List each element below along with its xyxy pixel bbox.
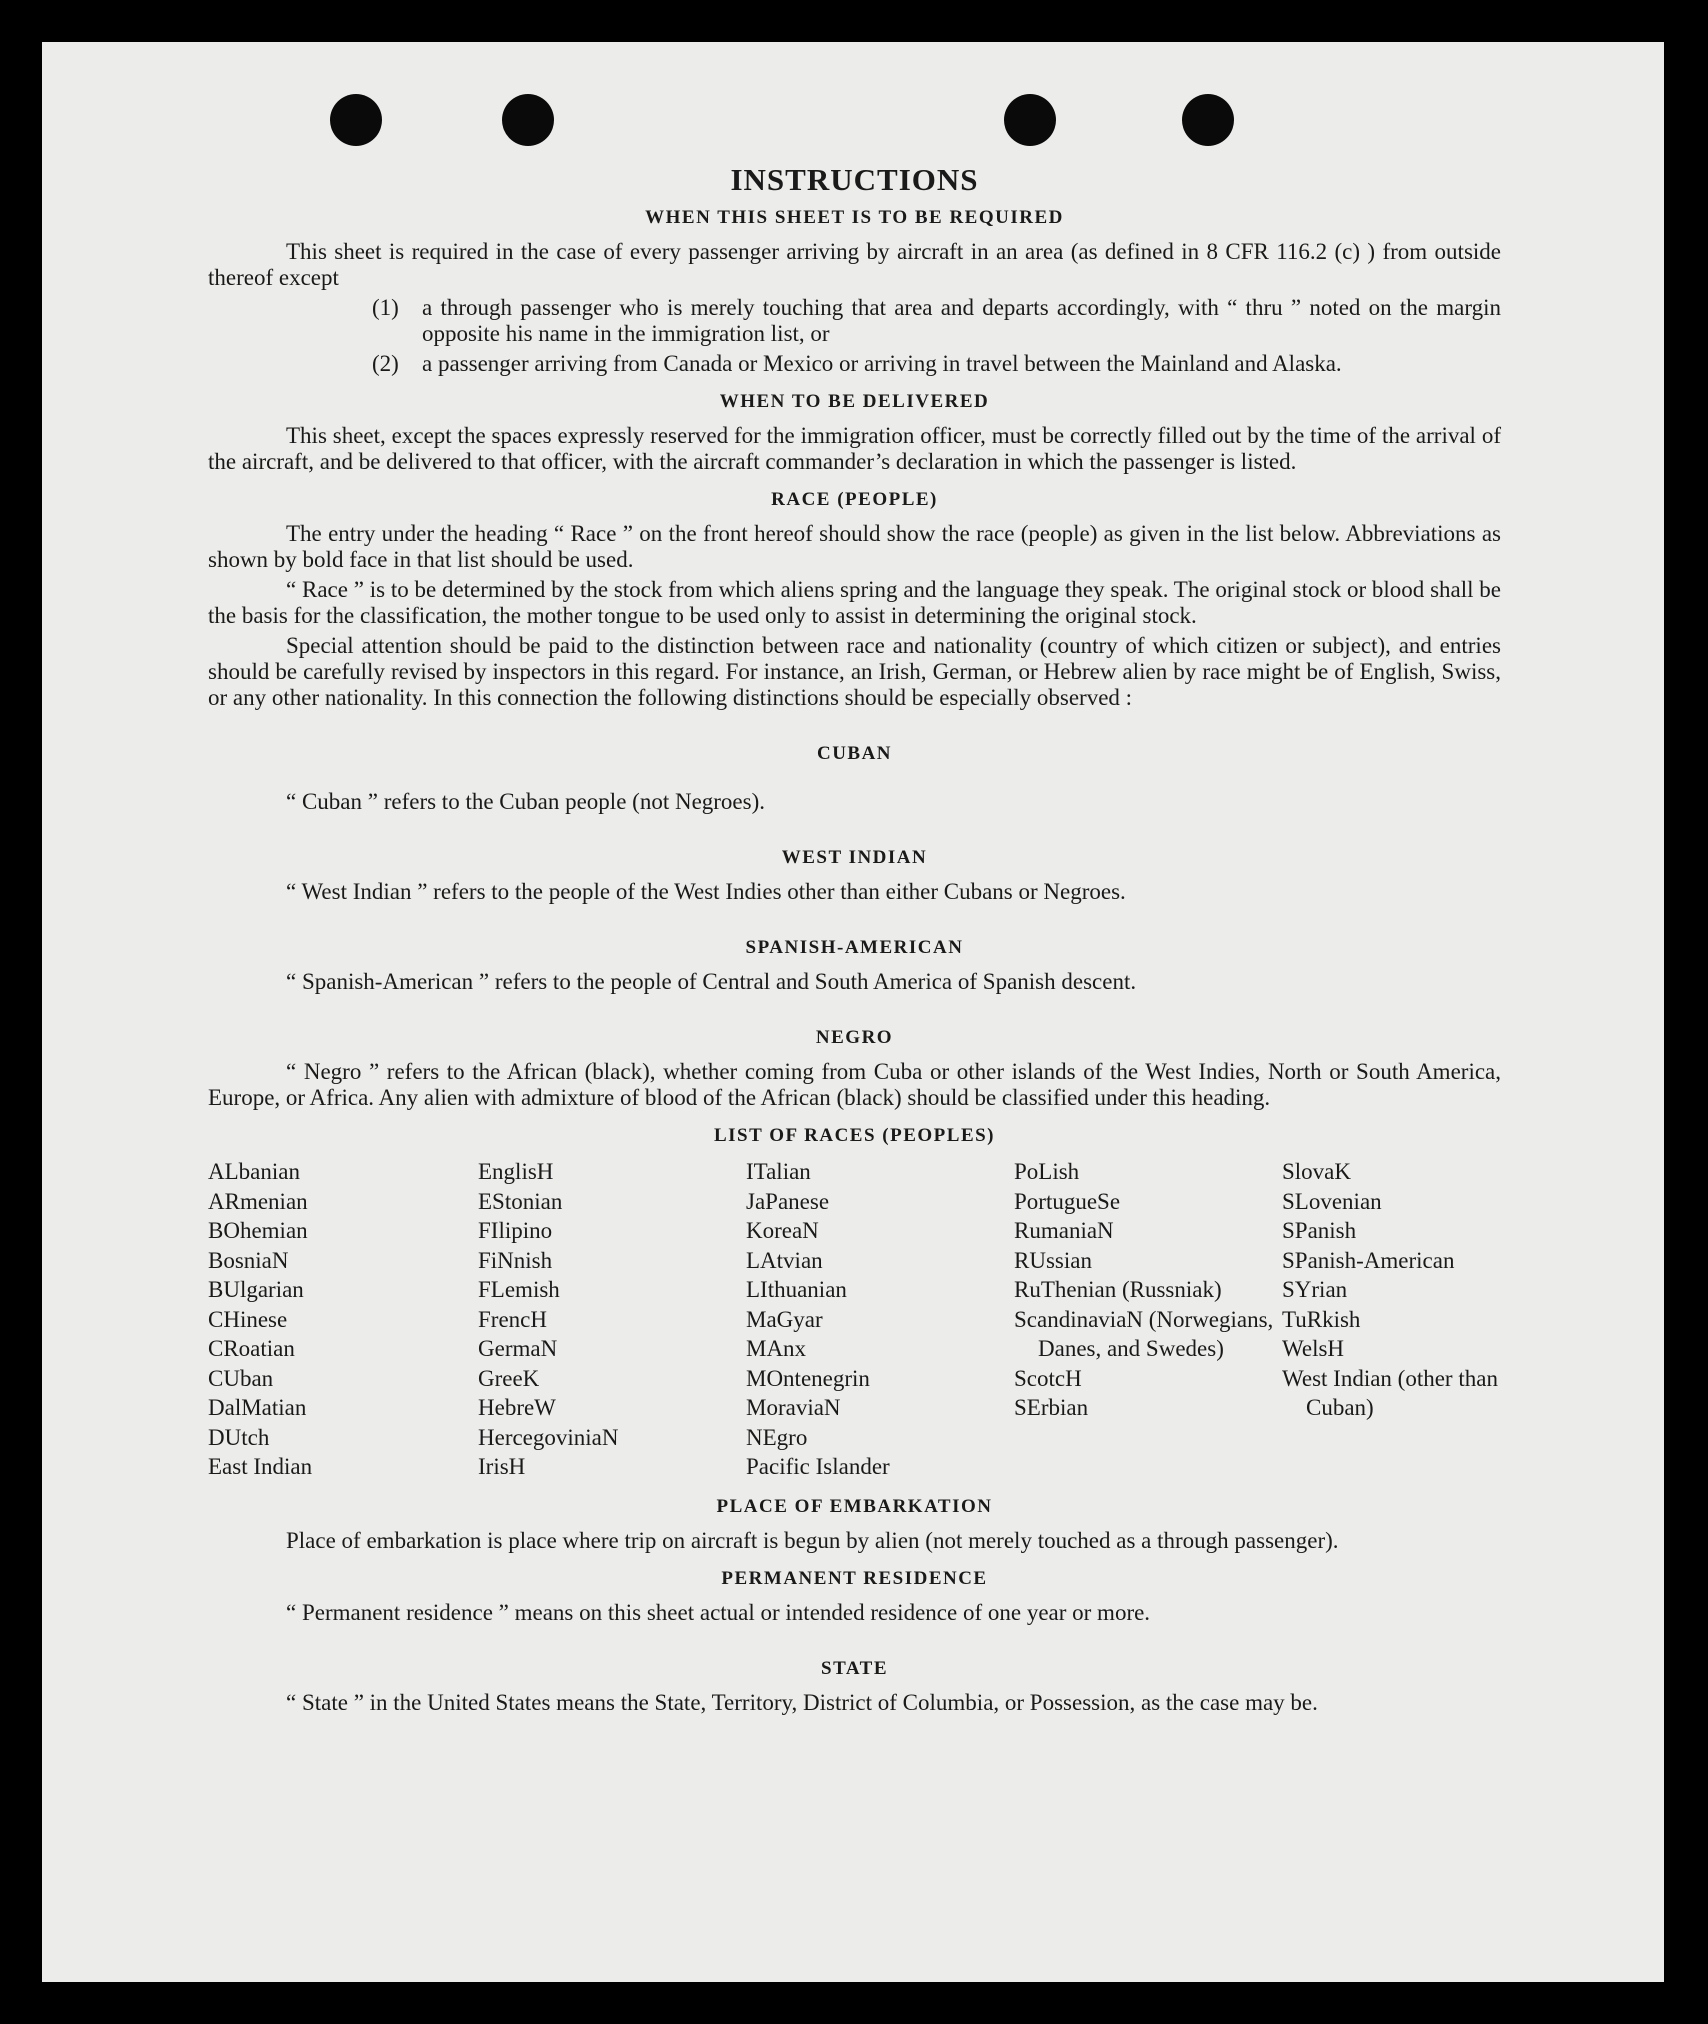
race-item: GermaN — [478, 1336, 558, 1361]
heading-west-indian: WEST INDIAN — [781, 847, 928, 868]
race-paragraph-2: “ Race ” is to be determined by the stock from which aliens spring and the language they speak. The original stock or blood shall be the basis for the classification, the mother tongue to be used only to assist in determining the original stock. — [208, 577, 1501, 628]
cuban-text: “ Cuban ” refers to the Cuban people (not Negroes). — [286, 789, 766, 814]
document-sheet — [42, 42, 1664, 1982]
race-item: SPanish-American — [1282, 1247, 1455, 1273]
race-item: ITalian — [746, 1159, 811, 1184]
race-item: PortugueSe — [1014, 1188, 1121, 1214]
delivered-text: This sheet, except the spaces expressly reserved for the immigration officer, must be correctly filled out by the time of the arrival of the aircraft, and be delivered to that officer, with the aircraft commander’s declaration in which the passenger is listed. — [208, 423, 1501, 474]
negro-text: “ Negro ” refers to the African (black), whether coming from Cuba or other islands of the West Indies, North or South America, Europe, or Africa. Any alien with admixture of blood of the African (black) should be classified under this heading. — [208, 1059, 1501, 1110]
races-column-1 — [208, 1157, 478, 1482]
race-item: NEgro — [746, 1424, 808, 1450]
race-item: MaGyar — [746, 1306, 823, 1332]
race-item: MAnx — [746, 1336, 807, 1361]
heading-required: WHEN THIS SHEET IS TO BE REQUIRED — [645, 207, 1064, 228]
race-item: LAtvian — [746, 1247, 823, 1273]
race-item: BOhemian — [208, 1218, 308, 1243]
required-item-1: (1) a through passenger who is merely touching that area and departs accordingly, with “ thru ” noted on the margin opposite his name in the immigration list, or — [372, 295, 1501, 346]
race-item: IrisH — [478, 1454, 526, 1479]
race-item: MOntenegrin — [746, 1365, 870, 1391]
race-item: FrencH — [478, 1306, 547, 1332]
race-item: PoLish — [1014, 1159, 1080, 1184]
race-item: JaPanese — [746, 1188, 830, 1214]
races-column-4 — [1014, 1157, 1282, 1482]
race-item: SPanish — [1282, 1218, 1357, 1243]
race-item: RuThenian (Russniak) — [1014, 1277, 1222, 1302]
race-item: CRoatian — [208, 1336, 295, 1361]
race-item: SYrian — [1282, 1277, 1348, 1302]
required-item-2: (2) a passenger arriving from Canada or Mexico or arriving in travel between the Mainland and Alaska. — [372, 351, 1342, 376]
race-item: Pacific Islander — [746, 1454, 890, 1479]
heading-embarkation: PLACE OF EMBARKATION — [716, 1495, 993, 1517]
race-item: WelsH — [1282, 1336, 1345, 1361]
race-item: ARmenian — [208, 1188, 308, 1214]
page-title: INSTRUCTIONS — [730, 162, 979, 197]
race-item: BUlgarian — [208, 1277, 304, 1302]
punch-hole-3 — [1004, 94, 1056, 146]
race-item: CHinese — [208, 1306, 288, 1332]
races-column-5 — [1282, 1157, 1502, 1482]
race-item: ScandinaviaN (Norwegians, Danes, and Swedes) — [1014, 1306, 1274, 1361]
west-indian-text: “ West Indian ” refers to the people of the West Indies other than either Cubans or Negroes. — [286, 879, 1126, 904]
race-item: ScotcH — [1014, 1365, 1082, 1391]
race-item: FiNnish — [478, 1247, 553, 1273]
races-list — [208, 1157, 1501, 1482]
punch-hole-2 — [502, 94, 554, 146]
race-item: BosniaN — [208, 1247, 289, 1273]
race-item: SErbian — [1014, 1395, 1089, 1420]
spanish-american-text: “ Spanish-American ” refers to the people of Central and South America of Spanish descent. — [286, 969, 1137, 994]
race-item: EnglisH — [478, 1159, 554, 1184]
race-item: SLovenian — [1282, 1188, 1382, 1214]
race-item: East Indian — [208, 1454, 313, 1479]
race-item: FIlipino — [478, 1218, 553, 1243]
heading-delivered: WHEN TO BE DELIVERED — [719, 391, 990, 412]
punch-hole-1 — [330, 94, 382, 146]
heading-race: RACE (PEOPLE) — [771, 489, 938, 510]
instructions-content — [208, 162, 1501, 1720]
heading-residence: PERMANENT RESIDENCE — [721, 1567, 988, 1589]
heading-list-of-races: LIST OF RACES (PEOPLES) — [713, 1125, 996, 1146]
race-item: RUssian — [1014, 1247, 1092, 1273]
required-intro: This sheet is required in the case of every passenger arriving by aircraft in an area (as defined in 8 CFR 116.2 (c) ) from outside thereof except — [208, 239, 1501, 290]
race-item: MoraviaN — [746, 1395, 841, 1420]
race-item: EStonian — [478, 1188, 563, 1214]
races-column-2 — [478, 1157, 746, 1482]
heading-state: STATE — [821, 1657, 888, 1679]
race-item: West Indian (other than Cuban) — [1282, 1365, 1498, 1420]
race-item: KoreaN — [746, 1218, 819, 1243]
punch-hole-4 — [1182, 94, 1234, 146]
race-item: GreeK — [478, 1365, 540, 1391]
race-item: TuRkish — [1282, 1306, 1361, 1332]
heading-spanish-american: SPANISH-AMERICAN — [745, 937, 964, 958]
heading-negro: NEGRO — [815, 1027, 894, 1048]
race-item: LIthuanian — [746, 1277, 847, 1302]
race-item: FLemish — [478, 1277, 560, 1302]
race-paragraph-1: The entry under the heading “ Race ” on the front hereof should show the race (people) as given in the list below. Abbreviations as shown by bold face in that list should be used. — [208, 521, 1501, 572]
race-item: RumaniaN — [1014, 1218, 1114, 1243]
race-item: DUtch — [208, 1424, 270, 1450]
race-item: SlovaK — [1282, 1159, 1351, 1184]
state-text: “ State ” in the United States means the State, Territory, District of Columbia, or Possession, as the case may be. — [286, 1689, 1318, 1715]
race-item: HercegoviniaN — [478, 1424, 619, 1450]
race-item: ALbanian — [208, 1159, 300, 1184]
races-column-3 — [746, 1157, 1014, 1482]
race-item: DalMatian — [208, 1395, 307, 1420]
race-item: CUban — [208, 1365, 274, 1391]
race-item: HebreW — [478, 1395, 556, 1420]
heading-cuban: CUBAN — [816, 743, 893, 764]
race-paragraph-3: Special attention should be paid to the distinction between race and nationality (country of which citizen or subject), and entries should be carefully revised by inspectors in this regard. For instance, an Irish, German, or Hebrew alien by race might be of English, Swiss, or any other nationality. In this connection the following distinctions should be especially observed : — [208, 633, 1501, 710]
residence-text: “ Permanent residence ” means on this sheet actual or intended residence of one year or more. — [286, 1599, 1151, 1625]
embarkation-text: Place of embarkation is place where trip on aircraft is begun by alien (not merely touched as a through passenger). — [286, 1527, 1339, 1553]
